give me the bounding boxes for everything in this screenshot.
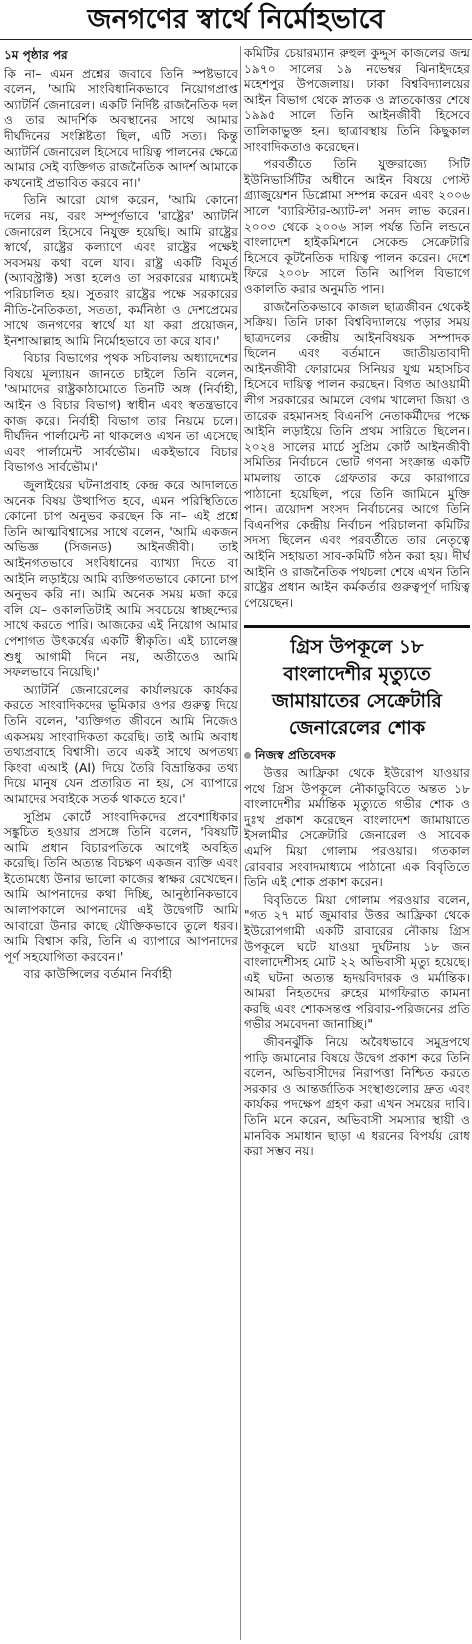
bullet-icon — [244, 752, 251, 759]
paragraph: জীবনঝুঁকি নিয়ে অবৈধভাবে সমুদ্রপথে পাড়ি জমানোর বিষয়ে উদ্বেগ প্রকাশ করে তিনি বলেন, অভিবাসীদের নিরাপত্তা নিশ্চিত করতে সরকার ও আন্তর্জাতিক সংস্থাগুলোর দ্রুত এবং কার্যকর পদক্ষেপ গ্রহণ করা এখন সময়ের দাবি। তিনি মনে করেন, অভিবাসী সমস্যার স্থায়ী ও মানবিক সমাধান ছাড়া এ ধরনের বিপর্যয় রোধ করা সম্ভব নয়। — [244, 1035, 470, 1159]
reporter-byline — [244, 748, 470, 764]
continued-label: ১ম পৃষ্ঠার পর — [4, 48, 68, 62]
paragraph: অ্যাটর্নি জেনারেলের কার্যালয়কে কার্যকর করতে সাংবাদিকদের ভূমিকার ওপর গুরুত্ব দিয়ে তিনি বলেন, 'ব্যক্তিগত জীবনে আমি নিজেও একসময় সাংবাদিকতা করেছি। তাই আমি অবাধ তথ্যপ্রবাহে বিশ্বাসী। তবে একই সাথে অপতথ্য কিংবা এআই (AI) দিয়ে তৈরি বিভ্রান্তিকর তথ্য দিয়ে মানুষ যেন প্রতারিত না হয়, সে ব্যাপারে আমাদের সবাইকে সতর্ক থাকতে হবে।' — [4, 682, 238, 806]
column-divider — [240, 46, 241, 1640]
paragraph: উত্তর আফ্রিকা থেকে ইউরোপ যাওয়ার পথে গ্রিস উপকূলে নৌকাডুবিতে অন্তত ১৮ বাংলাদেশীর মর্মান্তিক মৃত্যুতে গভীর শোক ও দুঃখ প্রকাশ করেছেন বাংলাদেশ জামায়াতে ইসলামীর সেক্রেটারি জেনারেল ও সাবেক এমপি মিয়া গোলাম পরওয়ার। গতকাল রোববার সংবাদমাধ্যমে পাঠানো এক বিবৃতিতে তিনি এই শোক প্রকাশ করেন। — [244, 765, 470, 890]
paragraph: কমিটির চেয়ারম্যান রুহুল কুদ্দুস কাজলের জন্ম ১৯৭০ সালের ১৯ নভেম্বর ঝিনাইদহের মহেশপুর উপজেলায়। ঢাকা বিশ্ববিদ্যালয়ের আইন বিভাগ থেকে স্নাতক ও স্নাতকোত্তর শেষে ১৯৯৫ সালে তিনি আইনজীবী হিসেবে তালিকাভুক্ত হন। ছাত্রাবস্থায় তিনি কিছুকাল সাংবাদিকতাও করেছেন। — [244, 46, 470, 154]
paragraph: পরবর্তীতে তিনি যুক্তরাজ্যে সিটি ইউনিভার্সিটির অধীনে আইন বিষয়ে পোস্ট গ্র্যাজুয়েশন ডিপ্লোমা সম্পন্ন করেন এবং ২০০৬ সালে 'ব্যারিস্টার-অ্যাট-ল' সনদ লাভ করেন। ২০০৩ থেকে ২০০৬ সাল পর্যন্ত তিনি লন্ডনে বাংলাদেশ হাইকমিশনে সেকেন্ড সেক্রেটারি হিসেবে কূটনৈতিক দায়িত্ব পালন করেন। দেশে ফিরে ২০০৮ সালে তিনি আপিল বিভাগে ওকালতি করার অনুমতি পান। — [244, 157, 470, 296]
right-column — [244, 46, 470, 1642]
paragraph: কি না– এমন প্রশ্নের জবাবে তিনি স্পষ্টভাবে বলেন, 'আমি সাংবিধানিকভাবে নিয়োগপ্রাপ্ত অ্যাটর্নি জেনারেল। একটি নির্দিষ্ট রাজনৈতিক দল ও তার আদর্শিক অবস্থানের সাথে আমার দীর্ঘদিনের সংশ্লিষ্টতা ছিল, এটি সত্য। কিন্তু অ্যাটর্নি জেনারেল হিসেবে দায়িত্ব পালনের ক্ষেত্রে আমার সেই ব্যক্তিগত রাজনৈতিক আদর্শ আমাকে কখনোই প্রভাবিত করবে না।' — [4, 66, 238, 190]
paragraph: সুপ্রিম কোর্টে সাংবাদিকদের প্রবেশাধিকার সঙ্কুচিত হওয়ার প্রসঙ্গে তিনি বলেন, 'বিষয়টি আমি প্রধান বিচারপতিকে আগেই অবহিত করেছি। তিনি অত্যন্ত বিচক্ষণ একজন ব্যক্তি এবং ইতোমধ্যে উনার ভালো কাজের স্বাক্ষর রেখেছেন। আমি আপনাদের কথা দিচ্ছি, আনুষ্ঠানিকভাবে আলাপকালে আপনাদের এই উদ্বেগটি আমি আবারো উনার কাছে যৌক্তিকভাবে তুলে ধরব। আমি বিশ্বাস করি, তিনি এ ব্যাপারে আপনাদের পূর্ণ সহযোগিতা করবেন।' — [4, 809, 238, 964]
paragraph: জুলাইয়ের ঘটনাপ্রবাহ কেন্দ্র করে আদালতে অনেক বিষয় উত্থাপিত হবে, এমন পরিস্থিতিতে কোনো চাপ অনুভব করছেন কি না– এই প্রশ্নে তিনি আত্মবিশ্বাসের সাথে বলেন, 'আমি একজন অভিজ্ঞ (সিজনড) আইনজীবী। তাই আইনগতভাবে সংবিধানের ব্যাখ্যা দিতে বা আইনি লড়াইয়ে আমি ব্যক্তিগতভাবে কোনো চাপ অনুভব করি না। আমি অনেক সময় মজা করে বলি যে– ওকালতিটাই আমি সবচেয়ে স্বাচ্ছন্দ্যের সাথে করতে পারি। আজকের এই নিয়োগ আমার পেশাগত উৎকর্ষের একটি স্বীকৃতি। এই চ্যালেঞ্জ শুধু আগামী দিনে নয়, অতীতেও আমি সফলভাবে নিয়েছি।' — [4, 478, 238, 680]
paragraph: বার কাউন্সিলের বর্তমান নির্বাহী — [23, 967, 172, 982]
reporter-name: নিজস্ব প্রতিবেদক — [255, 748, 336, 763]
second-headline: গ্রিস উপকূলে ১৮ বাংলাদেশীর মৃত্যুতে জামায়াতের সেক্রেটারি জেনারেলের শোক — [244, 625, 470, 742]
paragraph: তিনি আরো যোগ করেন, 'আমি কোনো দলের নয়, বরং সম্পূর্ণভাবে 'রাষ্ট্রের' অ্যাটর্নি জেনারেল হিসেবে নিযুক্ত হয়েছি। আমি রাষ্ট্রের স্বার্থে, রাষ্ট্রের কল্যাণে এবং রাষ্ট্রের পক্ষেই সবসময় কথা বলে যাব। রাষ্ট্র একটি বিমূর্ত (অ্যাবস্ট্রাক্ট) সত্তা হলেও তা সরকারের মাধ্যমেই পরিচালিত হয়। সুতরাং রাষ্ট্রের পক্ষে সরকারের নীতি-নৈতিকতা, সততা, কর্মনিষ্ঠা ও দেশপ্রেমের সাথে জনগণের স্বার্থে যা যা করা প্রয়োজন, ইনশাআল্লাহ আমি নির্মোহভাবে তা করে যাব।' — [4, 193, 238, 348]
paragraph: রাজনৈতিকভাবে কাজল ছাত্রজীবন থেকেই সক্রিয়। তিনি ঢাকা বিশ্ববিদ্যালয়ে পড়ার সময় ছাত্রদলের কেন্দ্রীয় আইনবিষয়ক সম্পাদক ছিলেন এবং বর্তমানে জাতীয়তাবাদী আইনজীবী ফোরামের সিনিয়র যুগ্ম মহাসচিব হিসেবে দায়িত্ব পালন করছেন। বিগত আওয়ামী লীগ সরকারের আমলে বেগম খালেদা জিয়া ও তারেক রহমানসহ বিএনপি নেতাকর্মীদের পক্ষে আইনি লড়াইয়ে তিনি প্রথম সারিতে ছিলেন। ২০২৪ সালের মার্চে সুপ্রিম কোর্ট আইনজীবী সমিতির নির্বাচনে ভোট গণনা সংক্রান্ত একটি মামলায় তাকে গ্রেফতার করে কারাগারে পাঠানো হয়েছিল, পরে তিনি জামিনে মুক্তি পান। ত্রয়োদশ সংসদ নির্বাচনের আগে তিনি বিএনপির কেন্দ্রীয় নির্বাচন পরিচালনা কমিটির সদস্য ছিলেন এবং পরবর্তীতে তার নেতৃত্বে আইনি সহায়তা সাব-কমিটি গঠন করা হয়। দীর্ঘ আইনি ও রাজনৈতিক পথচলা শেষে এখন তিনি রাষ্ট্রের প্রধান আইন কর্মকর্তার গুরুত্বপূর্ণ দায়িত্ব পেয়েছেন। — [244, 299, 470, 610]
left-column — [4, 46, 238, 1642]
paragraph: বিবৃতিতে মিয়া গোলাম পরওয়ার বলেন, "গত ২৭ মার্চ জুমাবার উত্তর আফ্রিকা থেকে ইউরোপগামী একটি রাবারের নৌকায় গ্রিস উপকূলে ঘটে যাওয়া দুর্ঘটনায় ১৮ জন বাংলাদেশীসহ মোট ২২ অভিবাসী মৃত্যু হয়েছে। এই ঘটনা অত্যন্ত হৃদয়বিদারক ও মর্মান্তিক। আমরা নিহতদের রুহের মাগফিরাত কামনা করছি এবং শোকসন্তপ্ত পরিবার-পরিজনের প্রতি গভীর সমবেদনা জানাচ্ছি।" — [244, 892, 470, 1032]
paragraph: বিচার বিভাগের পৃথক সচিবালয় অধ্যাদেশের বিষয়ে মূল্যায়ন জানতে চাইলে তিনি বলেন, 'আমাদের রাষ্ট্রকাঠামোতে তিনটি অঙ্গ (নির্বাহী, আইন ও বিচার বিভাগ) স্বাধীন এবং স্বতন্ত্রভাবে কাজ করে। নির্বাহী বিভাগ তার নিয়মে চলে। দীর্ঘদিন পার্লামেন্ট না থাকলেও এখন তা এসেছে এবং পার্লামেন্ট সার্বভৌম। একইভাবে বিচার বিভাগও সার্বভৌম।' — [4, 351, 238, 475]
headline: জনগণের স্বার্থে নির্মোহভাবে — [0, 0, 472, 40]
